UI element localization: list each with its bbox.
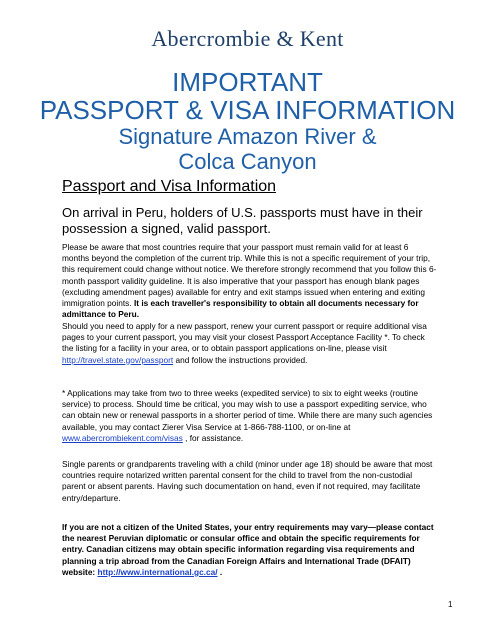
paragraph-text: Should you need to apply for a new passport, renew your current passport or require additional visa pages to your current passport, you may visit your closest Passport Acceptance Facility *. To check the listing for a facility in your area, or to obtain passport applications on-line, please visit: [62, 321, 427, 354]
international-gc-link[interactable]: http://www.international.gc.ca/: [97, 566, 218, 577]
paragraph-new-passport: [62, 321, 437, 366]
section-heading: Passport and Visa Information: [62, 178, 277, 195]
brand-logo-text: Abercrombie & Kent: [151, 26, 344, 51]
paragraph-bold-text: .: [217, 566, 223, 577]
paragraph-validity: [62, 242, 437, 320]
paragraph-bold-text: If you are not a citizen of the United States, your entry requirements may vary—please contact the nearest Peruvian diplomatic or consular office and obtain the specific requirements for entry. Canadian citizens may obtain specific information regarding visa requirements and planning a trip abroad from the Canadian Foreign Affairs and International Trade (DFAIT) website:: [62, 522, 434, 577]
subtitle-line-2: Colca Canyon: [178, 149, 317, 174]
title-block: [0, 68, 495, 174]
abercrombie-visas-link[interactable]: www.abercrombiekent.com/visas: [62, 432, 183, 443]
paragraph-text: Please be aware that most countries require that your passport must remain valid for at least 6 months beyond the completion of the current trip. While this is not a specific requirement of your trip, this requirement could change without notice. We therefore strongly recommend that you follow this 6-month passport validity guideline. It is also imperative that your passport has enough blank pages (excluding amendment pages) available for entry and exit stamps issued when entering and exiting immigration points.: [62, 242, 437, 309]
paragraph-text: and follow the instructions provided.: [173, 354, 308, 365]
title-line-2: PASSPORT & VISA INFORMATION: [39, 95, 456, 125]
lead-paragraph: On arrival in Peru, holders of U.S. passports must have in their possession a signed, valid passport.: [62, 205, 423, 236]
subtitle-line-1: Signature Amazon River &: [118, 124, 377, 149]
paragraph-text: * Applications may take from two to three weeks (expedited service) to six to eight weeks (routine service) to process. Should time be critical, you may wish to use a passport expediting service, who can obtain new or renewal passports in a shorter period of time. While there are many such agencies available, you may contact Zierer Visa Service at 1-866-788-1100, or on-line at: [62, 388, 433, 432]
paragraph-processing-time: [62, 388, 437, 444]
paragraph-non-citizens: [62, 522, 437, 578]
paragraph-text: , for assistance.: [182, 432, 244, 443]
page-number: 1: [448, 600, 453, 609]
paragraph-single-parents: Single parents or grandparents traveling with a child (minor under age 18) should be aware that most countries require notarized written parental consent for the child to travel from the non-custodial parent or absent parents. Having such documentation on hand, even if not required, may facilitate entry/departure.: [62, 459, 433, 503]
title-line-1: IMPORTANT: [172, 67, 323, 97]
paragraph-bold-text: It is each traveller's responsibility to obtain all documents necessary for admittance to Peru.: [62, 298, 419, 320]
travel-state-link[interactable]: http://travel.state.gov/passport: [62, 354, 174, 365]
